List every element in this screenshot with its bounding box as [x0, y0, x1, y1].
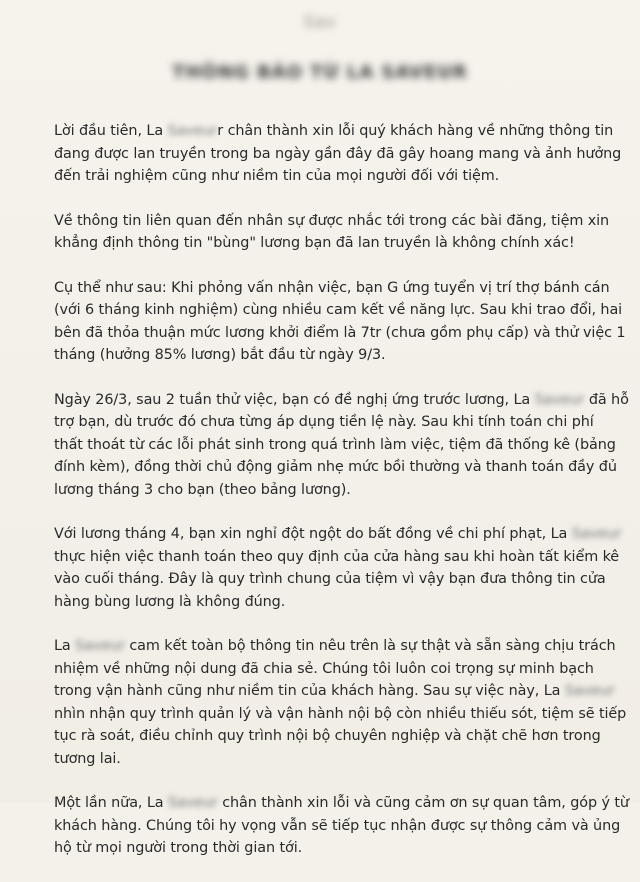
- text-line: Về thông tin liên quan đến nhân sự được nhắc tới trong các bài đăng, tiệm xin: [54, 212, 610, 229]
- text-line: trợ bạn, dù trước đó chưa từng áp dụng tiền lệ này. Sau khi tính toán chi phí: [54, 414, 594, 430]
- text-line: trong vận hành cũng như niềm tin của khách hàng. Sau sự việc này, La Saveur: [54, 680, 614, 703]
- text-line: đang được lan truyền trong ba ngày gần đây đã gây hoang mang và ảnh hưởng: [54, 145, 622, 162]
- text-line: tương lai.: [54, 750, 121, 767]
- text-line: vào cuối tháng. Đây là quy trình chung của tiệm vì vậy bạn đưa thông tin cửa: [54, 571, 606, 587]
- redacted-name: Saveur: [167, 123, 218, 139]
- text-line: tháng (hưởng 85% lương) bắt đầu từ ngày 9/3.: [54, 347, 386, 363]
- text-line: đến trải nghiệm cũng như niềm tin của mọi người đối với tiệm.: [54, 168, 500, 184]
- text-line: Với lương tháng 4, bạn xin nghỉ đột ngột do bất đồng về chi phí phạt, La Saveur: [54, 523, 614, 546]
- redacted-name: Saveur: [167, 795, 218, 811]
- text-line: tục rà soát, điều chỉnh quy trình nội bộ chuyên nghiệp và chặt chẽ hơn trong: [54, 728, 601, 744]
- text-line: nhiệm về những nội dung đã chia sẻ. Chúng tôi luôn coi trọng sự minh bạch: [54, 660, 594, 677]
- text-line: (với 6 tháng kinh nghiệm) cùng nhiều cam kết về năng lực. Sau khi trao đổi, hai: [54, 302, 623, 318]
- paragraph-2: [54, 210, 614, 255]
- text-line: La Saveur cam kết toàn bộ thông tin nêu trên là sự thật và sẵn sàng chịu trách: [54, 635, 614, 658]
- text-line: Lời đầu tiên, La Saveurr chân thành xin lỗi quý khách hàng về những thông tin: [54, 120, 614, 143]
- redacted-name: Saveur: [564, 683, 615, 699]
- redacted-name: Saveur: [571, 526, 622, 542]
- document-body: [54, 120, 629, 882]
- text-line: nhìn nhận quy trình quản lý và vận hành nội bộ còn nhiều thiếu sót, tiệm sẽ tiếp: [54, 705, 627, 722]
- redacted-name: Saveur: [75, 638, 125, 654]
- paragraph-7: [54, 792, 629, 860]
- text-line: Một lần nữa, La Saveur chân thành xin lỗi và cũng cảm ơn sự quan tâm, góp ý từ: [54, 792, 614, 815]
- text-line: lương tháng 3 cho bạn (theo bảng lương).: [54, 481, 351, 498]
- paragraph-1: [54, 120, 622, 188]
- paragraph-5: [54, 523, 622, 613]
- text-line: Cụ thể như sau: Khi phỏng vấn nhận việc, bạn G ứng tuyển vị trí thợ bánh cán: [54, 279, 610, 296]
- text-line: khách hàng. Chúng tôi hy vọng vẫn sẽ tiếp tục nhận được sự thông cảm và ủng: [54, 817, 621, 834]
- paragraph-6: [54, 635, 627, 770]
- paragraph-3: [54, 277, 626, 367]
- redacted-name: Saveur: [534, 391, 585, 408]
- text-line: hộ từ mọi người trong thời gian tới.: [54, 840, 303, 856]
- paragraph-4: [54, 389, 629, 502]
- text-line: thực hiện việc thanh toán theo quy định của cửa hàng sau khi hoàn tất kiểm kê: [54, 548, 620, 565]
- text-line: hàng bùng lương là không đúng.: [54, 593, 286, 610]
- text-line: đính kèm), đồng thời chủ động giảm nhẹ mức bồi thường và thanh toán đầy đủ: [54, 459, 617, 475]
- text-line: Ngày 26/3, sau 2 tuần thử việc, bạn có đề nghị ứng trước lương, La Saveur đã hỗ: [54, 389, 614, 412]
- document-title: THÔNG BÁO TỪ LA SAVEUR: [172, 62, 468, 83]
- brand-logo: Sav: [303, 12, 337, 31]
- text-line: bên đã thỏa thuận mức lương khởi điểm là 7tr (chưa gồm phụ cấp) và thử việc 1: [54, 324, 626, 341]
- text-line: khẳng định thông tin "bùng" lương bạn đã lan truyền là không chính xác!: [54, 235, 575, 251]
- text-line: thất thoát từ các lỗi phát sinh trong quá trình làm việc, tiệm đã thống kê (bảng: [54, 436, 616, 453]
